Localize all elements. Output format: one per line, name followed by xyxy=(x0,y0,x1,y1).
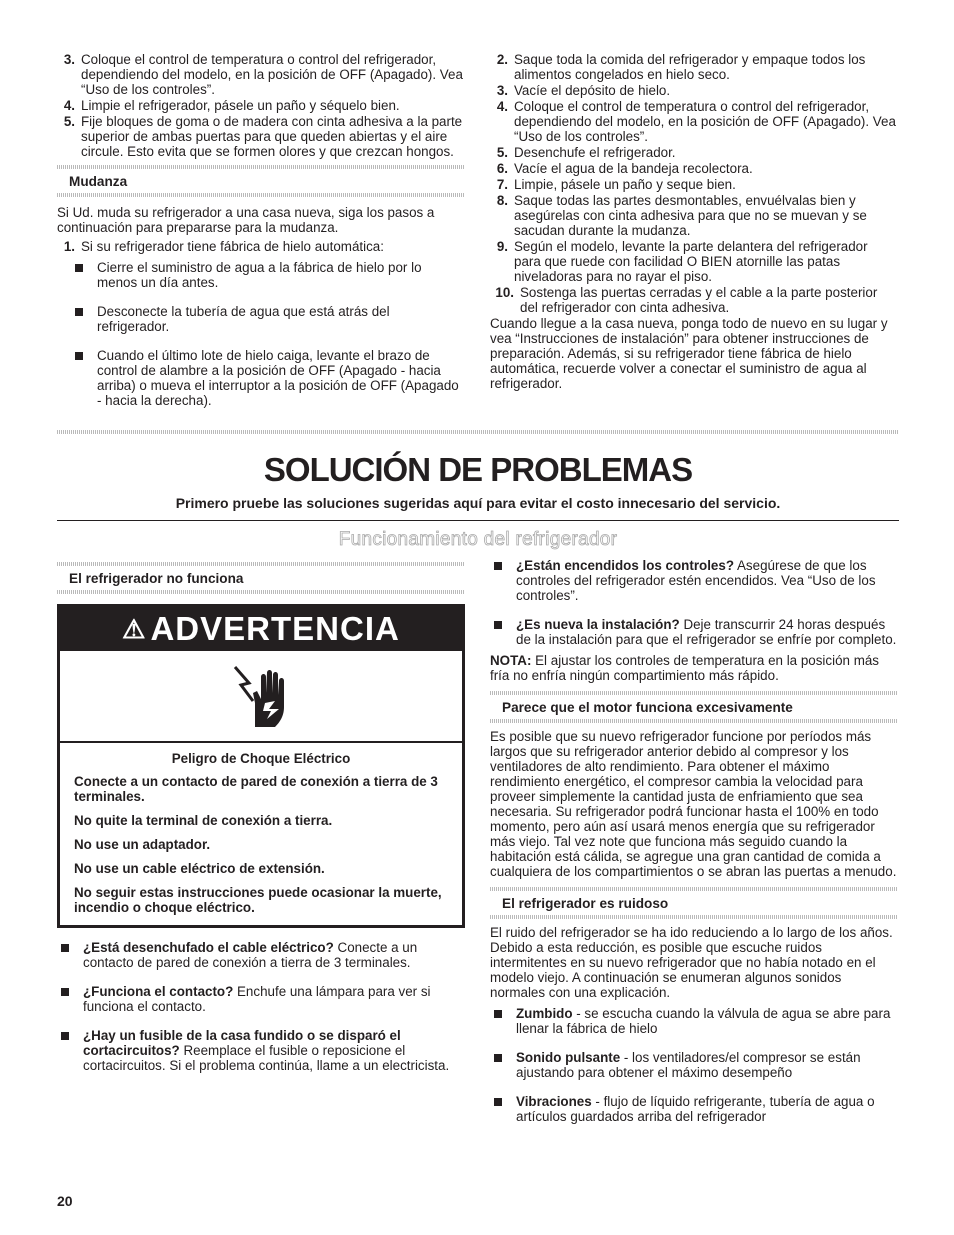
main-title-block xyxy=(57,430,899,511)
item-text: Saque toda la comida del refrigerador y empaque todos los alimentos congelados en hielo seco. xyxy=(514,52,866,82)
ruidoso-text: El ruido del refrigerador se ha ido reduciendo a lo largo de los años. Debido a esta reducción, es posible que escuche ruidos intermitentes en su nuevo refrigerador que no había notado en el modelo viejo. A continuación se enumeran algunos sonidos normales con una explicación. xyxy=(490,925,893,1000)
warning-header xyxy=(60,607,462,651)
list-item xyxy=(490,83,898,98)
section-divider xyxy=(490,915,898,919)
warning-title: Peligro de Choque Eléctrico xyxy=(171,751,351,766)
bullet-square-icon xyxy=(75,264,83,272)
list-item xyxy=(490,239,898,284)
item-text: Limpie el refrigerador, pásele un paño y séquelo bien. xyxy=(81,98,400,113)
item-text: Vacíe el depósito de hielo. xyxy=(514,83,671,98)
item-number: 7. xyxy=(496,177,508,192)
mudanza-closing: Cuando llegue a la casa nueva, ponga todo de nuevo en su lugar y vea “Instrucciones de instalación” para obtener instrucciones de preparación. Además, si su refrigerador tiene fábrica de hielo automática, recuerde volver a conectar el suministro de agua al refrigerador. xyxy=(490,316,888,391)
motor-text: Es posible que su nuevo refrigerador funcione por períodos más largos que su refrigerador anterior debido al compresor y los ventiladores de alto rendimiento. Para obtener el máximo rendimiento energético, el compresor cambia la velocidad para proveer simplemente la cantidad justa de enfriamiento que sea necesaria. Su refrigerador podrá funcionar hasta el 100% en todo momento, pero aún así usará menos energía que su refrigerador más viejo. Tal vez note que funciona más seguido cuando la habitación está cálida, se agregue una gran cantidad de comida a cualquiera de los compartimientos o se abran las puertas a menudo. xyxy=(490,729,897,879)
bottom-left-column xyxy=(57,562,465,1087)
motor-heading: Parece que el motor funciona excesivamente xyxy=(502,700,793,715)
no-funciona-heading: El refrigerador no funciona xyxy=(69,571,244,586)
bullet-square-icon xyxy=(494,1010,502,1018)
bullet-question: ¿Están encendidos los controles? xyxy=(516,558,735,573)
bullet-text: Deje transcurrir 24 horas después de la instalación para que el refrigerador se enfríe por completo. xyxy=(516,617,897,647)
bullet-square-icon xyxy=(61,988,69,996)
bullet-text: Reemplace el fusible o reposicione el cortacircuitos. Si el problema continúa, llame a un electricista. xyxy=(83,1043,450,1073)
warning-line: No quite la terminal de conexión a tierra. xyxy=(74,813,333,828)
nota-text: El ajustar los controles de temperatura en la posición más fría no enfría ningún compartimiento más rápido. xyxy=(490,653,879,683)
list-item xyxy=(57,1028,465,1073)
bullet-question: ¿Hay un fusible de la casa fundido o se disparó el cortacircuitos? xyxy=(83,1028,401,1058)
section-divider xyxy=(57,590,465,594)
list-item xyxy=(57,114,465,159)
warning-box xyxy=(57,604,465,928)
item-text: Saque todas las partes desmontables, envuélvalas bien y asegúrelas con cinta adhesiva para que no se muevan y se sacudan durante la mudanza. xyxy=(514,193,867,238)
list-item xyxy=(490,1006,898,1036)
list-item xyxy=(71,304,465,334)
bullet-text: Cierre el suministro de agua a la fábrica de hielo por lo menos un día antes. xyxy=(97,260,422,290)
page-title: SOLUCIÓN DE PROBLEMAS xyxy=(263,451,693,488)
top-right-column xyxy=(490,52,898,395)
item-text: Sostenga las puertas cerradas y el cable a la parte posterior del refrigerador con cinta adhesiva. xyxy=(520,285,878,315)
bullet-text: Enchufe una lámpara para ver si funciona el contacto. xyxy=(83,984,431,1014)
page-number: 20 xyxy=(57,1193,73,1209)
list-item xyxy=(490,558,898,603)
bullet-text: Conecte a un contacto de pared de conexión a tierra de 3 terminales. xyxy=(83,940,418,970)
item-text: Fije bloques de goma o de madera con cinta adhesiva a la parte superior de ambas puertas para que queden abiertas y el aire circule. Esto evita que se formen olores y que crezcan hongos. xyxy=(81,114,463,159)
list-item xyxy=(57,52,465,97)
item-number: 3. xyxy=(496,83,508,98)
bullet-question: ¿Funciona el contacto? xyxy=(83,984,234,999)
list-item xyxy=(490,161,898,176)
bottom-right-column xyxy=(490,558,898,1138)
list-item xyxy=(490,145,898,160)
bullet-square-icon xyxy=(61,1032,69,1040)
item-number: 5. xyxy=(63,114,75,129)
list-item xyxy=(57,98,465,113)
sound-text: - se escucha cuando la válvula de agua se abre para llenar la fábrica de hielo xyxy=(516,1006,891,1036)
list-item xyxy=(490,193,898,238)
sound-name: Zumbido xyxy=(516,1006,573,1021)
bullet-text: Asegúrese de que los controles del refrigerador estén encendidos. Vea “Uso de los controles”. xyxy=(516,558,876,603)
bullet-square-icon xyxy=(61,944,69,952)
bullet-text: Desconecte la tubería de agua que está atrás del refrigerador. xyxy=(97,304,390,334)
list-item xyxy=(490,52,898,82)
item-number: 2. xyxy=(496,52,508,67)
item-number: 9. xyxy=(496,239,508,254)
item-text: Coloque el control de temperatura o control del refrigerador, dependiendo del modelo, en la posición de OFF (Apagado). Vea “Uso de los controles”. xyxy=(514,99,896,144)
warning-line: No seguir estas instrucciones puede ocasionar la muerte, incendio o choque eléctrico. xyxy=(74,885,442,915)
list-item xyxy=(71,348,465,408)
nota xyxy=(490,653,898,683)
list-item xyxy=(71,260,465,290)
list-item xyxy=(490,1094,898,1124)
list-item xyxy=(490,177,898,192)
mudanza-heading: Mudanza xyxy=(69,174,128,189)
item-text: Según el modelo, levante la parte delantera del refrigerador para que ruede con facilidad O BIEN atornille las patas niveladoras para no rayar el piso. xyxy=(514,239,868,284)
bullet-square-icon xyxy=(75,352,83,360)
top-left-column xyxy=(57,52,465,422)
warning-line: No use un cable eléctrico de extensión. xyxy=(74,861,325,876)
mudanza-bullets xyxy=(57,260,465,408)
bullet-square-icon xyxy=(494,562,502,570)
item-number: 5. xyxy=(496,145,508,160)
sound-name: Sonido pulsante xyxy=(516,1050,621,1065)
section-heading: Funcionamiento del refrigerador xyxy=(338,529,618,550)
list-item xyxy=(490,99,898,144)
bullet-text: Cuando el último lote de hielo caiga, levante el brazo de control de alambre a la posición de OFF (Apagado - hacia arriba) o mueva el interruptor a la posición de OFF (Apagado - hacia la derecha). xyxy=(97,348,459,408)
item-number: 8. xyxy=(496,193,508,208)
mudanza-intro: Si Ud. muda su refrigerador a una casa nueva, siga los pasos a continuación para prepararse para la mudanza. xyxy=(57,205,435,235)
electric-shock-hand-icon xyxy=(231,663,291,729)
item-number: 10. xyxy=(495,285,514,300)
warning-body xyxy=(60,743,462,925)
list-item xyxy=(57,940,465,970)
sound-text: - los ventiladores/el compresor se están ajustando para obtener el máximo desempeño xyxy=(516,1050,861,1080)
section-divider xyxy=(57,193,465,197)
item-number: 6. xyxy=(496,161,508,176)
warning-header-text: ADVERTENCIA xyxy=(150,610,400,647)
shock-hazard-symbol xyxy=(60,651,462,743)
page-subtitle: Primero pruebe las soluciones sugeridas aquí para evitar el costo innecesario del servicio. xyxy=(175,495,781,511)
item-text: Desenchufe el refrigerador. xyxy=(514,145,676,160)
warning-triangle-icon: ⚠ xyxy=(122,614,147,644)
section-divider xyxy=(490,719,898,723)
list-item xyxy=(57,984,465,1014)
bullet-square-icon xyxy=(494,1054,502,1062)
warning-line: No use un adaptador. xyxy=(74,837,211,852)
warning-line: Conecte a un contacto de pared de conexión a tierra de 3 terminales. xyxy=(74,774,438,804)
title-rule xyxy=(57,520,899,521)
bullet-square-icon xyxy=(494,621,502,629)
item-number: 4. xyxy=(63,98,75,113)
nota-label: NOTA: xyxy=(490,653,532,668)
ruidoso-heading: El refrigerador es ruidoso xyxy=(502,896,669,911)
list-item xyxy=(490,1050,898,1080)
section-divider xyxy=(57,430,899,434)
item-text: Coloque el control de temperatura o control del refrigerador, dependiendo del modelo, en la posición de OFF (Apagado). Vea “Uso de los controles”. xyxy=(81,52,463,97)
item-number: 1. xyxy=(63,239,75,254)
item-text: Limpie, pásele un paño y seque bien. xyxy=(514,177,736,192)
bullet-square-icon xyxy=(75,308,83,316)
mudanza-step xyxy=(57,239,465,254)
item-text: Si su refrigerador tiene fábrica de hielo automática: xyxy=(81,239,384,254)
bullet-question: ¿Está desenchufado el cable eléctrico? xyxy=(83,940,334,955)
bullet-square-icon xyxy=(494,1098,502,1106)
item-text: Vacíe el agua de la bandeja recolectora. xyxy=(514,161,753,176)
list-item xyxy=(490,617,898,647)
sound-name: Vibraciones xyxy=(516,1094,592,1109)
sound-text: - flujo de líquido refrigerante, tubería de agua o artículos guardados arriba del refrigerador xyxy=(516,1094,875,1124)
item-number: 3. xyxy=(63,52,75,67)
bullet-question: ¿Es nueva la instalación? xyxy=(516,617,680,632)
item-number: 4. xyxy=(496,99,508,114)
list-item xyxy=(490,285,898,315)
